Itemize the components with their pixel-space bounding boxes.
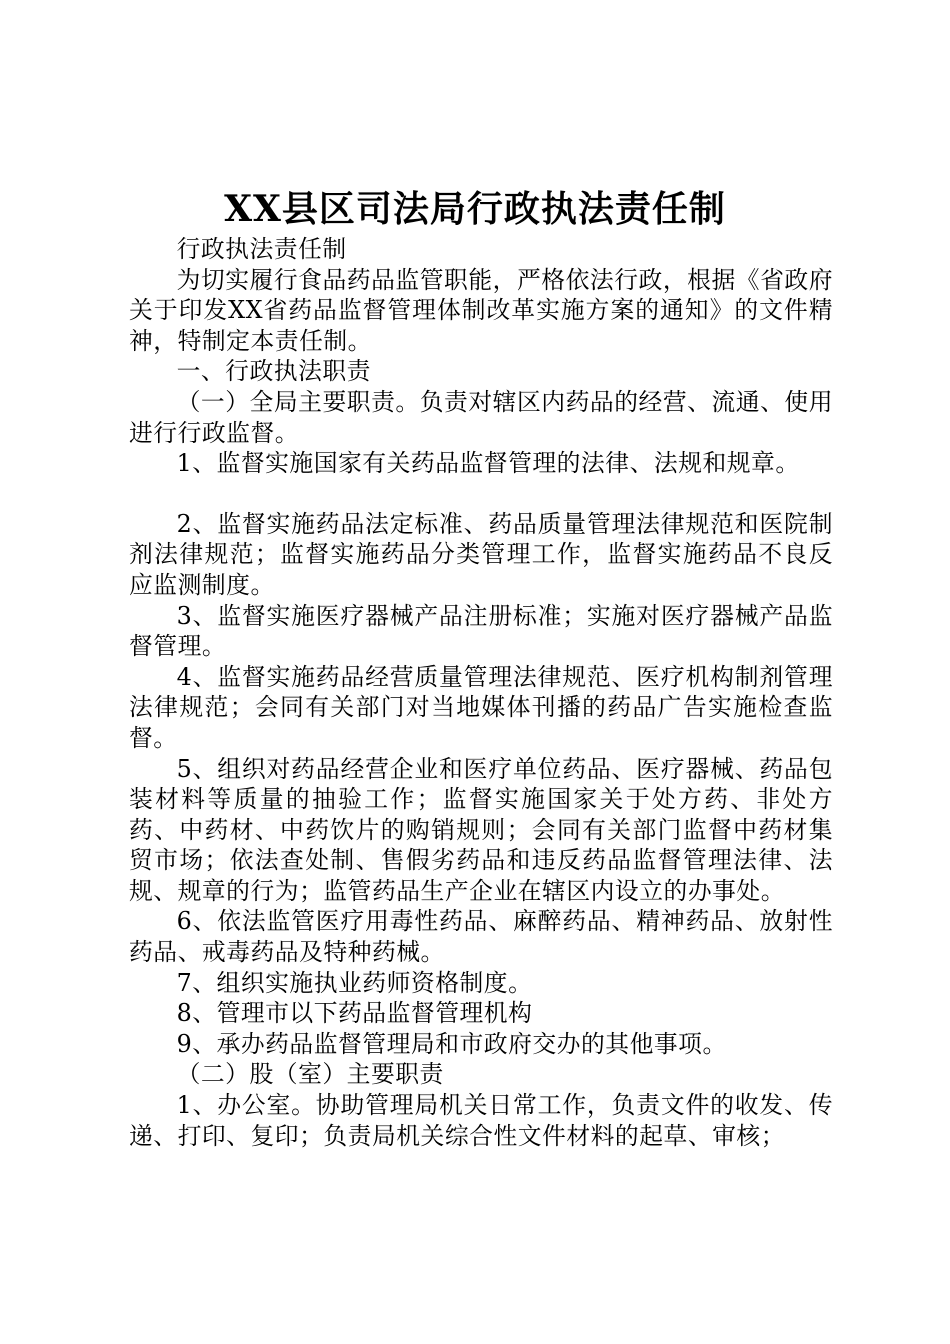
paragraph-intro: 为切实履行食品药品监管职能，严格依法行政，根据《省政府关于印发XX省药品监督管理体制改革实施方案的通知》的文件精神，特制定本责任制。	[129, 265, 833, 355]
section-heading-duties: 一、行政执法职责	[176, 357, 371, 386]
document-title: XX县区司法局行政执法责任制	[224, 188, 726, 230]
duty-item-2: 2、监督实施药品法定标准、药品质量管理法律规范和医院制剂法律规范；监督实施药品分类管理工作，监督实施药品不良反应监测制度。	[129, 509, 833, 599]
duty-item-6: 6、依法监管医疗用毒性药品、麻醉药品、精神药品、放射性药品、戒毒药品及特种药械。	[129, 907, 833, 967]
duty-item-7: 7、组织实施执业药师资格制度。	[176, 968, 533, 997]
document-body	[129, 234, 833, 1151]
duty-item-8: 8、管理市以下药品监督管理机构	[176, 999, 533, 1028]
duty-item-4: 4、监督实施药品经营质量管理法律规范、医疗机构制剂管理法律规范；会同有关部门对当地媒体刊播的药品广告实施检查监督。	[129, 662, 833, 752]
office-duty-item-1: 1、办公室。协助管理局机关日常工作，负责文件的收发、传递、打印、复印；负责局机关综合性文件材料的起草、审核；	[129, 1091, 833, 1150]
subsection-heading-office-duties: （二）股（室）主要职责	[176, 1060, 444, 1089]
duty-item-9: 9、承办药品监督管理局和市政府交办的其他事项。	[176, 1029, 727, 1058]
duty-item-3: 3、监督实施医疗器械产品注册标准；实施对医疗器械产品监督管理。	[129, 601, 833, 661]
subsection-heading-bureau-duties: （一）全局主要职责。负责对辖区内药品的经营、流通、使用进行行政监督。	[129, 387, 833, 447]
duty-item-5: 5、组织对药品经营企业和医疗单位药品、医疗器械、药品包装材料等质量的抽验工作；监督实施国家关于处方药、非处方药、中药材、中药饮片的购销规则；会同有关部门监督中药材集贸市场；依法查处制、售假劣药品和违反药品监督管理法律、法规、规章的行为；监管药品生产企业在辖区内设立的办事处。	[129, 754, 833, 905]
paragraph-subtitle: 行政执法责任制	[176, 235, 347, 263]
duty-item-1: 1、监督实施国家有关药品监督管理的法律、法规和规章。	[176, 449, 800, 478]
